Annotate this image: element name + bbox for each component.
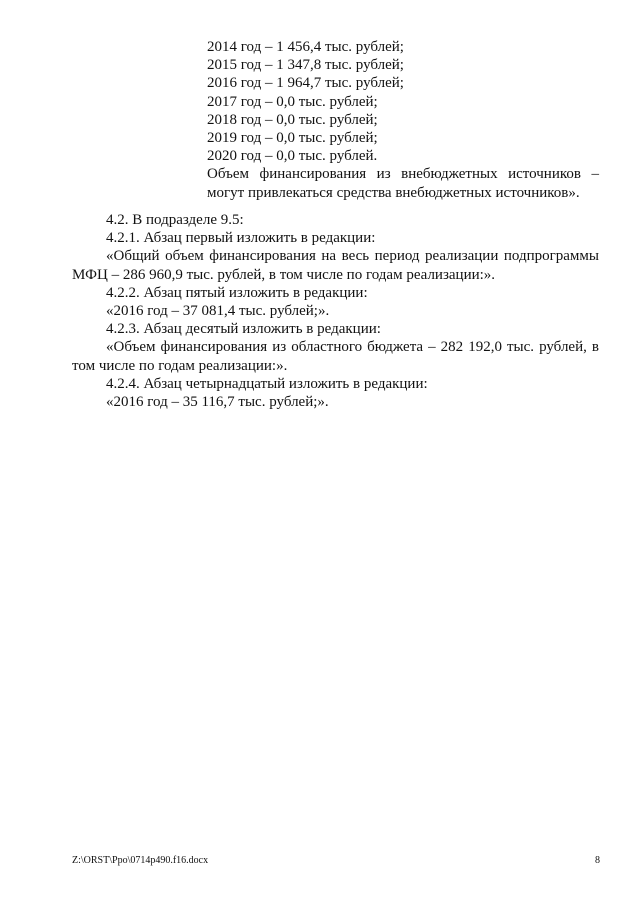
funding-year-line: 2017 год – 0,0 тыс. рублей; [207, 93, 378, 110]
item-text: «Объем финансирования из областного бюджета – 282 192,0 тыс. рублей, в том числе по годам реализации:». [72, 339, 599, 374]
funding-year-line: 2015 год – 1 347,8 тыс. рублей; [207, 57, 404, 74]
funding-year-line: 2016 год – 1 964,7 тыс. рублей; [207, 75, 404, 92]
item-label: 4.2.1. Абзац первый изложить в редакции: [106, 230, 376, 247]
section-4-2 [72, 211, 599, 411]
item-label: 4.2.4. Абзац четырнадцатый изложить в редакции: [106, 375, 428, 392]
item-text: «2016 год – 35 116,7 тыс. рублей;». [106, 394, 329, 411]
extrabudget-paragraph: Объем финансирования из внебюджетных источников – могут привлекаться средства внебюджетных источников». [207, 166, 599, 201]
section-heading: 4.2. В подразделе 9.5: [106, 212, 244, 228]
item-text: «2016 год – 37 081,4 тыс. рублей;». [106, 303, 330, 320]
footer-page-number: 8 [595, 855, 600, 866]
funding-year-line: 2018 год – 0,0 тыс. рублей; [207, 111, 378, 128]
funding-year-line: 2020 год – 0,0 тыс. рублей. [207, 148, 378, 165]
item-label: 4.2.2. Абзац пятый изложить в редакции: [106, 284, 368, 301]
item-text: «Общий объем финансирования на весь период реализации подпрограммы МФЦ – 286 960,9 тыс. рублей, в том числе по годам реализации:». [72, 248, 599, 283]
footer-file-path: Z:\ORST\Ppo\0714p490.f16.docx [72, 855, 209, 866]
funding-year-line: 2014 год – 1 456,4 тыс. рублей; [207, 39, 404, 55]
funding-by-year-block [207, 38, 599, 202]
item-label: 4.2.3. Абзац десятый изложить в редакции: [106, 321, 381, 338]
funding-year-line: 2019 год – 0,0 тыс. рублей; [207, 130, 378, 147]
